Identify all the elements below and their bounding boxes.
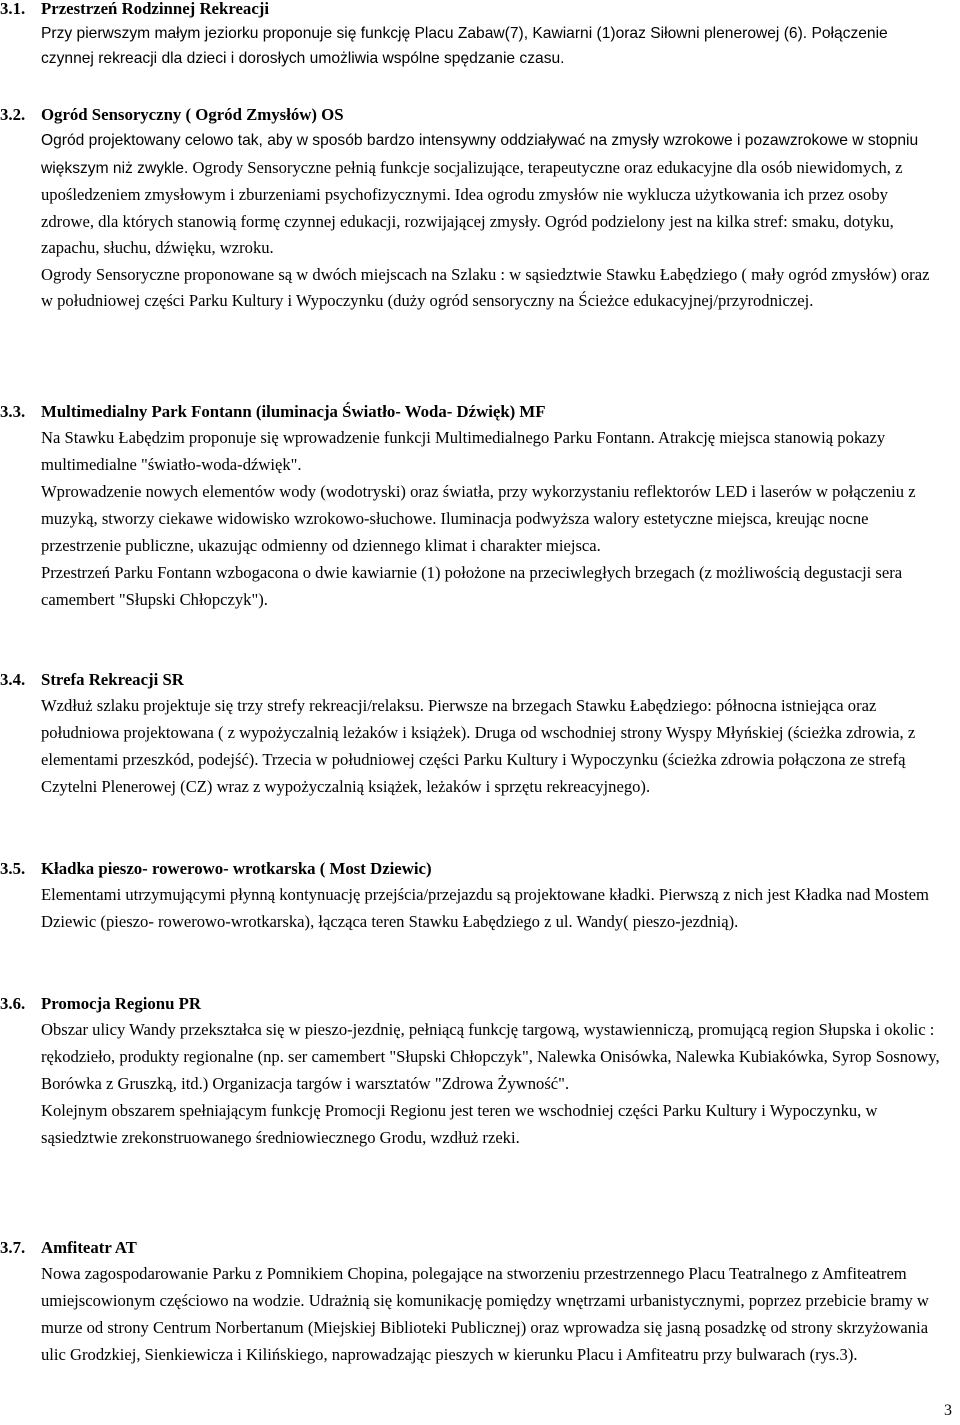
paragraph-text: Obszar ulicy Wandy przekształca się w pieszo-jezdnię, pełniącą funkcję targową, wystawienniczą, promującą region Słupska i okolic : rękodzieło, produkty regionalne (np. ser camembert "Słupski Chłopczyk", Nalewka Onisówka, Nalewka Kubiakówka, Syrop Sosnowy, Borówka z Gruszką, itd.) Organizacja targów i warsztatów "Zdrowa Żywność". xyxy=(41,1020,940,1093)
section-title: Strefa Rekreacji SR xyxy=(41,670,184,689)
section-paragraph xyxy=(41,1097,944,1151)
paragraph-text: Ogrody Sensoryczne proponowane są w dwóch miejscach na Szlaku : w sąsiedztwie Stawku Łabędziego ( mały ogród zmysłów) oraz w południowej części Parku Kultury i Wypoczynku (duży ogród sensoryczny na Ścieżce edukacyjnej/przyrodniczej. xyxy=(41,264,930,310)
section-3-1 xyxy=(0,0,950,71)
section-number: 3.4. xyxy=(0,670,26,689)
paragraph-text: Kolejnym obszarem spełniającym funkcję Promocji Regionu jest teren we wschodniej części Parku Kultury i Wypoczynku, w sąsiedztwie zrekonstruowanego średniowiecznego Grodu, wzdłuż rzeki. xyxy=(41,1101,878,1147)
section-title: Przestrzeń Rodzinnej Rekreacji xyxy=(41,0,270,18)
section-number: 3.5. xyxy=(0,859,26,878)
paragraph-text: Przy pierwszym małym jeziorku proponuje się funkcję Placu Zabaw(7), Kawiarni (1)oraz Siłowni plenerowej (6). Połączenie czynnej rekreacji dla dzieci i dorosłych umożliwia wspólne spędzanie czasu. xyxy=(41,25,888,67)
section-paragraph xyxy=(41,1260,944,1368)
section-heading xyxy=(0,103,950,127)
section-heading xyxy=(0,857,950,881)
section-heading xyxy=(0,668,950,692)
section-paragraph xyxy=(41,262,944,315)
section-3-3 xyxy=(0,400,950,613)
section-paragraph xyxy=(41,478,944,559)
section-paragraph xyxy=(41,1016,944,1097)
section-title: Kładka pieszo- rowerowo- wrotkarska ( Most Dziewic) xyxy=(41,859,432,878)
paragraph-text: Wprowadzenie nowych elementów wody (wodotryski) oraz światła, przy wykorzystaniu reflektorów LED i laserów w połączeniu z muzyką, stworzy ciekawe widowisko wzrokowo-słuchowe. Iluminacja podwyższa walory estetyczne miejsca, kreując nocne przestrzenie publiczne, ukazując odmienny od dziennego klimat i charakter miejsca. xyxy=(41,482,916,555)
section-number: 3.7. xyxy=(0,1238,26,1257)
section-3-4 xyxy=(0,668,950,800)
page-number: 3 xyxy=(944,1402,952,1419)
section-heading xyxy=(0,992,950,1016)
paragraph-text-sans: Ogród projektowany celowo tak, aby w sposób bardzo intensywny oddziaływać na zmysły wzrokowe i pozawzrokowe w stopniu większym niż zwykle. xyxy=(41,132,919,177)
section-heading xyxy=(0,1236,950,1260)
section-number: 3.3. xyxy=(0,402,26,421)
section-paragraph xyxy=(41,881,944,935)
section-number: 3.6. xyxy=(0,994,26,1013)
section-title: Amfiteatr AT xyxy=(41,1238,137,1257)
section-paragraph xyxy=(41,21,944,71)
section-number: 3.2. xyxy=(0,105,26,124)
section-3-2 xyxy=(0,103,950,315)
paragraph-text: Nowa zagospodarowanie Parku z Pomnikiem Chopina, polegające na stworzeniu przestrzennego Placu Teatralnego z Amfiteatrem umiejscowionym częściowo na wodzie. Udrażnią się komunikację pomiędzy wnętrzami urbanistycznymi, poprzez przebicie bramy w murze od strony Centrum Norbertanum (Miejskiej Biblioteki Publicznej) oraz wprowadza się jasną posadzkę od strony skrzyżowania ulic Grodzkiej, Sienkiewicza i Kilińskiego, naprowadzając pieszych w kierunku Placu i Amfiteatru przy bulwarach (rys.3). xyxy=(41,1264,929,1364)
paragraph-text: Na Stawku Łabędzim proponuje się wprowadzenie funkcji Multimedialnego Parku Fontann. Atrakcję miejsca stanowią pokazy multimedialne "światło-woda-dźwięk". xyxy=(41,428,886,474)
section-title: Multimedialny Park Fontann (iluminacja Światło- Woda- Dźwięk) MF xyxy=(41,402,546,421)
paragraph-text: Wzdłuż szlaku projektuje się trzy strefy rekreacji/relaksu. Pierwsze na brzegach Stawku Łabędziego: północna istniejąca oraz południowa projektowana ( z wypożyczalnią leżaków i książek). Druga od wschodniej strony Wyspy Młyńskiej (ścieżka zdrowia, z elementami przeszkód, podejść). Trzecia w południowej części Parku Kultury i Wypoczynku (ścieżka zdrowia połączona ze strefą Czytelni Plenerowej (CZ) wraz z wypożyczalnią książek, leżaków i sprzętu rekreacyjnego). xyxy=(41,696,916,796)
paragraph-text: Elementami utrzymującymi płynną kontynuację przejścia/przejazdu są projektowane kładki. Pierwszą z nich jest Kładka nad Mostem Dziewic (pieszo- rowerowo-wrotkarska), łącząca teren Stawku Łabędziego z ul. Wandy( pieszo-jezdnią). xyxy=(41,885,929,931)
section-paragraph xyxy=(41,127,944,262)
section-3-7 xyxy=(0,1236,950,1368)
section-number: 3.1. xyxy=(0,0,26,18)
section-3-6 xyxy=(0,992,950,1151)
section-paragraph xyxy=(41,424,944,478)
section-heading xyxy=(0,400,950,424)
section-paragraph xyxy=(41,559,944,613)
section-paragraph xyxy=(41,692,944,800)
section-title: Promocja Regionu PR xyxy=(41,994,202,1013)
section-heading xyxy=(0,0,950,21)
paragraph-text: Ogrody Sensoryczne pełnią funkcje socjalizujące, terapeutyczne oraz edukacyjne dla osób niewidomych, z upośledzeniem zmysłowym i zburzeniami psychofizycznymi. Idea ogrodu zmysłów nie wyklucza użytkowania ich przez osoby zdrowe, dla których stanowią formę czynnej edukacji, rozwijającej zmysły. Ogród podzielony jest na kilka stref: smaku, dotyku, zapachu, słuchu, dźwięku, wzroku. xyxy=(41,157,903,257)
paragraph-text: Przestrzeń Parku Fontann wzbogacona o dwie kawiarnie (1) położone na przeciwległych brzegach (z możliwością degustacji sera camembert "Słupski Chłopczyk"). xyxy=(41,563,903,609)
section-3-5 xyxy=(0,857,950,935)
section-title: Ogród Sensoryczny ( Ogród Zmysłów) OS xyxy=(41,105,344,124)
